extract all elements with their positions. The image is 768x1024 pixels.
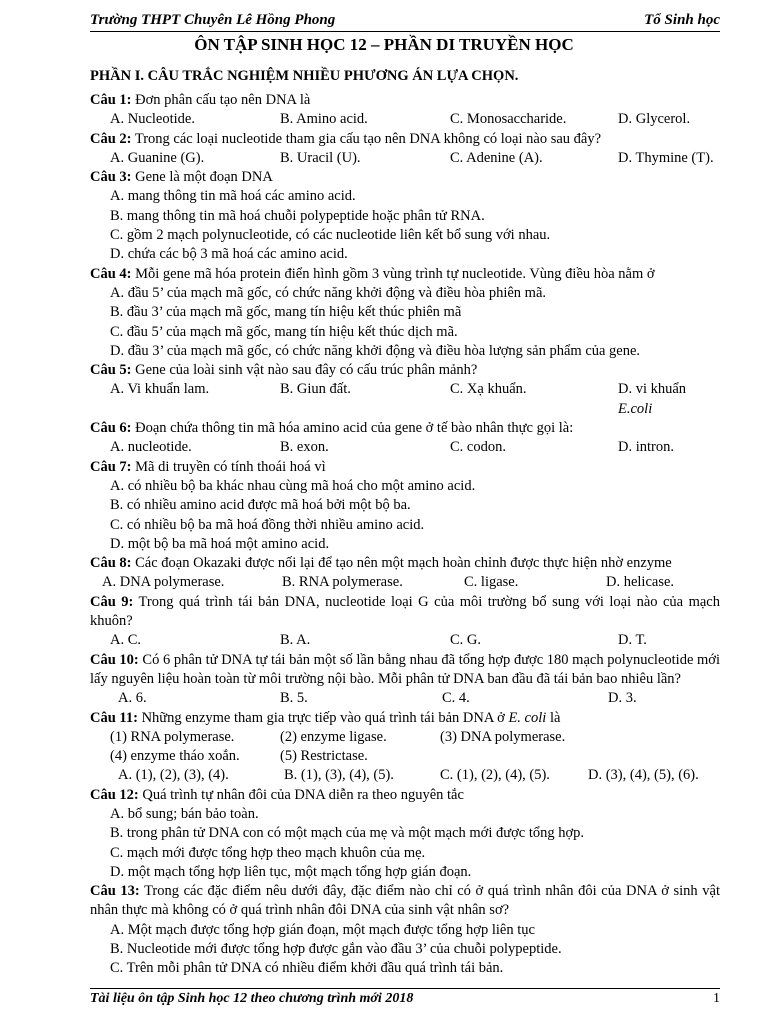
item-5: (5) Restrictase. bbox=[280, 748, 368, 765]
question-text: Đơn phân cấu tạo nên DNA là bbox=[131, 92, 311, 108]
option-d: D. intron. bbox=[618, 439, 674, 456]
question-text: Trong các đặc điểm nêu dưới đây, đặc điểm nào chỉ có ở quá trình nhân đôi của DNA ở sinh vật nhân thực mà không có ở quá trình nhân đôi DNA của sinh vật nhân sơ? bbox=[90, 883, 721, 919]
question-8 bbox=[90, 554, 720, 573]
question-12 bbox=[90, 786, 720, 805]
option-a: A. 6. bbox=[118, 690, 147, 707]
option-a: A. mang thông tin mã hoá các amino acid. bbox=[110, 188, 356, 205]
option-a: A. Một mạch được tổng hợp gián đoạn, một mạch được tổng hợp liên tục bbox=[110, 921, 535, 938]
option-b: B. Nucleotide mới được tổng hợp được gắn vào đầu 3’ của chuỗi polypeptide. bbox=[110, 941, 562, 958]
question-10 bbox=[90, 651, 720, 690]
option-b: B. A. bbox=[280, 632, 311, 649]
question-number: Câu 10: bbox=[90, 651, 139, 668]
option-b: B. RNA polymerase. bbox=[282, 574, 403, 591]
option-a: A. (1), (2), (3), (4). bbox=[118, 767, 229, 784]
option-a: A. DNA polymerase. bbox=[102, 574, 225, 591]
option-c: C. Trên mỗi phân tử DNA có nhiều điểm khởi đầu quá trình tái bản. bbox=[110, 960, 504, 977]
option-d: D. chứa các bộ 3 mã hoá các amino acid. bbox=[110, 246, 348, 263]
option-b: B. có nhiều amino acid được mã hoá bởi một bộ ba. bbox=[110, 497, 411, 514]
page-footer bbox=[90, 988, 720, 1007]
question-text: Trong các loại nucleotide tham gia cấu tạo nên DNA không có loại nào sau đây? bbox=[131, 130, 602, 147]
option-c: C. (1), (2), (4), (5). bbox=[440, 767, 550, 784]
option-d bbox=[618, 380, 686, 419]
option-d-text: D. vi khuẩn bbox=[618, 381, 687, 398]
option-b: B. Amino acid. bbox=[280, 111, 368, 128]
option-b: B. exon. bbox=[280, 439, 329, 456]
question-number: Câu 6: bbox=[90, 420, 132, 437]
option-c: C. mạch mới được tổng hợp theo mạch khuôn của mẹ. bbox=[110, 844, 426, 861]
option-a: A. Nucleotide. bbox=[110, 111, 195, 128]
option-d: D. helicase. bbox=[606, 574, 675, 591]
question-3 bbox=[90, 168, 720, 187]
footer-text: Tài liệu ôn tập Sinh học 12 theo chương trình mới 2018 bbox=[90, 991, 414, 1006]
question-number: Câu 9: bbox=[90, 593, 134, 610]
option-a: A. Vi khuẩn lam. bbox=[110, 381, 210, 398]
option-b: B. mang thông tin mã hoá chuỗi polypeptide hoặc phân tử RNA. bbox=[110, 207, 485, 224]
option-b: B. Giun đất. bbox=[280, 381, 351, 398]
question-9 bbox=[90, 593, 720, 632]
question-13 bbox=[90, 882, 720, 921]
option-d-species: E.coli bbox=[618, 400, 653, 417]
question-text: Đoạn chứa thông tin mã hóa amino acid của gene ở tế bào nhân thực gọi là: bbox=[131, 420, 574, 437]
page-header bbox=[90, 9, 720, 32]
school-name: Trường THPT Chuyên Lê Hồng Phong bbox=[90, 12, 336, 28]
question-text: Gene của loài sinh vật nào sau đây có cấu trúc phân mảnh? bbox=[131, 362, 478, 379]
page-number: 1 bbox=[713, 991, 720, 1006]
options-row bbox=[90, 766, 720, 785]
option-a: A. đầu 5’ của mạch mã gốc, có chức năng khởi động và điều hòa phiên mã. bbox=[110, 284, 547, 301]
question-number: Câu 13: bbox=[90, 883, 140, 900]
question-number: Câu 1: bbox=[90, 92, 132, 108]
option-a: A. C. bbox=[110, 632, 142, 649]
question-number: Câu 3: bbox=[90, 169, 132, 186]
question-7 bbox=[90, 458, 720, 477]
question-6 bbox=[90, 419, 720, 438]
question-text: Mã di truyền có tính thoái hoá vì bbox=[131, 458, 326, 475]
option-b: B. Uracil (U). bbox=[280, 149, 361, 166]
option-d: D. T. bbox=[618, 632, 647, 649]
options-row bbox=[90, 110, 720, 129]
question-number: Câu 8: bbox=[90, 555, 132, 572]
option-c: C. Xạ khuẩn. bbox=[450, 381, 527, 398]
question-text: Mỗi gene mã hóa protein điển hình gồm 3 vùng trình tự nucleotide. Vùng điều hòa nằm ở bbox=[131, 265, 655, 282]
option-a: A. có nhiều bộ ba khác nhau cùng mã hoá cho một amino acid. bbox=[110, 477, 476, 494]
question-11 bbox=[90, 709, 720, 728]
option-c: C. ligase. bbox=[464, 574, 519, 591]
question-5 bbox=[90, 361, 720, 380]
option-c: C. G. bbox=[450, 632, 482, 649]
item-3: (3) DNA polymerase. bbox=[440, 728, 566, 745]
question-4 bbox=[90, 265, 720, 284]
question-species: E. coli bbox=[508, 709, 547, 726]
question-text: Những enzyme tham gia trực tiếp vào quá trình tái bản DNA ở bbox=[137, 709, 509, 726]
option-d: D. (3), (4), (5), (6). bbox=[588, 767, 699, 784]
question-list bbox=[90, 91, 720, 979]
question-number: Câu 2: bbox=[90, 130, 132, 147]
option-c: C. codon. bbox=[450, 439, 506, 456]
question-text: Trong quá trình tái bản DNA, nucleotide loại G của môi trường bổ sung với loại nào của mạch khuôn? bbox=[90, 593, 720, 630]
options-row bbox=[90, 631, 720, 650]
question-number: Câu 7: bbox=[90, 458, 132, 475]
option-a: A. bổ sung; bán bảo toàn. bbox=[110, 805, 259, 822]
options-row bbox=[90, 573, 720, 592]
option-d: D. một mạch tổng hợp liên tục, một mạch tổng hợp gián đoạn. bbox=[110, 863, 472, 880]
department-name: Tổ Sinh học bbox=[644, 12, 720, 28]
document-title: ÔN TẬP SINH HỌC 12 – PHẦN DI TRUYỀN HỌC bbox=[194, 35, 574, 54]
option-d: D. một bộ ba mã hoá một amino acid. bbox=[110, 535, 330, 552]
question-text: Có 6 phân tử DNA tự tái bản một số lần bằng nhau đã tổng hợp được 180 mạch polynucleotide mới lấy nguyên liệu hoàn toàn từ môi trường nội bào. Mỗi phân tử DNA ban đầu đã tái bản bao nhiêu lần? bbox=[90, 651, 720, 687]
item-4: (4) enzyme tháo xoắn. bbox=[110, 748, 240, 765]
option-b: B. đầu 3’ của mạch mã gốc, mang tín hiệu kết thúc phiên mã bbox=[110, 304, 462, 321]
options-row bbox=[90, 689, 720, 708]
option-c: C. Adenine (A). bbox=[450, 149, 543, 166]
option-c: C. có nhiều bộ ba mã hoá đồng thời nhiều amino acid. bbox=[110, 516, 425, 533]
option-c: C. gồm 2 mạch polynucleotide, có các nucleotide liên kết bổ sung với nhau. bbox=[110, 227, 551, 244]
option-d: D. Glycerol. bbox=[618, 111, 691, 128]
option-b: B. trong phân tử DNA con có một mạch của mẹ và một mạch mới được tổng hợp. bbox=[110, 825, 585, 842]
section-heading: PHẦN I. CÂU TRẮC NGHIỆM NHIỀU PHƯƠNG ÁN LỰA CHỌN. bbox=[90, 68, 519, 84]
option-d: D. 3. bbox=[608, 690, 637, 707]
options-row bbox=[90, 149, 720, 168]
question-number: Câu 11: bbox=[90, 709, 138, 726]
option-b: B. 5. bbox=[280, 690, 308, 707]
option-b: B. (1), (3), (4), (5). bbox=[284, 767, 394, 784]
option-c: C. đầu 5’ của mạch mã gốc, mang tín hiệu kết thúc dịch mã. bbox=[110, 323, 458, 340]
question-text: Gene là một đoạn DNA bbox=[131, 169, 273, 186]
question-2 bbox=[90, 130, 720, 149]
question-text: Các đoạn Okazaki được nối lại để tạo nên một mạch hoàn chỉnh được thực hiện nhờ enzyme bbox=[131, 555, 672, 572]
question-number: Câu 4: bbox=[90, 265, 132, 282]
question-number: Câu 12: bbox=[90, 786, 139, 803]
question-1 bbox=[90, 91, 720, 110]
options-row bbox=[90, 380, 720, 419]
option-c: C. Monosaccharide. bbox=[450, 111, 567, 128]
option-d: D. Thymine (T). bbox=[618, 149, 714, 166]
item-1: (1) RNA polymerase. bbox=[110, 728, 235, 745]
option-a: A. nucleotide. bbox=[110, 439, 192, 456]
question-number: Câu 5: bbox=[90, 362, 132, 379]
items-row bbox=[90, 747, 720, 766]
item-2: (2) enzyme ligase. bbox=[280, 728, 387, 745]
items-row bbox=[90, 728, 720, 747]
question-text: Quá trình tự nhân đôi của DNA diễn ra theo nguyên tắc bbox=[138, 786, 464, 803]
question-text-end: là bbox=[546, 709, 561, 726]
option-d: D. đầu 3’ của mạch mã gốc, có chức năng khởi động và điều hòa lượng sản phẩm của gene. bbox=[110, 342, 641, 359]
option-a: A. Guanine (G). bbox=[110, 149, 205, 166]
option-c: C. 4. bbox=[442, 690, 470, 707]
options-row bbox=[90, 438, 720, 457]
